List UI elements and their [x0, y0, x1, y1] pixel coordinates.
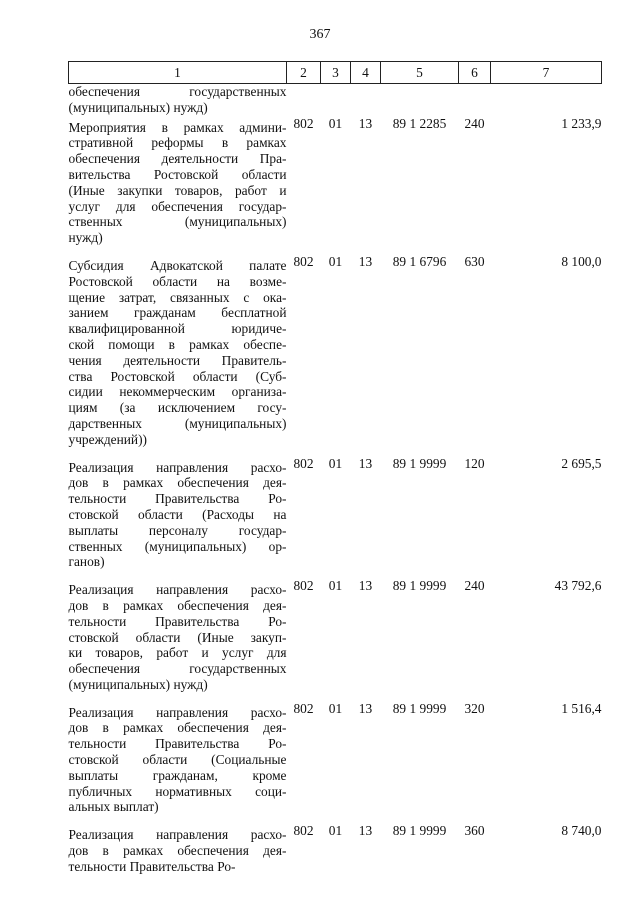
subsection-code: 13 — [358, 578, 373, 594]
ministry-code: 802 — [293, 823, 314, 839]
expense-type-code: 360 — [464, 823, 485, 839]
description-line: стовской области (Иные закуп- — [68, 629, 287, 645]
description-line: занием гражданам бесплатной — [68, 305, 287, 321]
description-line: циям (за исключением госу- — [68, 400, 287, 416]
row-description — [69, 254, 287, 456]
table-row — [69, 116, 602, 254]
description-line: сидии некоммерческим организа- — [68, 384, 287, 400]
section-code: 01 — [328, 455, 343, 471]
description-line: щение затрат, связанных с ока- — [68, 289, 287, 305]
row-description — [69, 456, 287, 579]
ministry-code: 802 — [293, 115, 314, 131]
table-row — [69, 578, 602, 701]
amount-cell: 2 695,5 — [561, 455, 602, 471]
ministry-code: 802 — [293, 455, 314, 471]
description-line: Мероприятия в рамках админи- — [68, 119, 287, 135]
description-line: Субсидия Адвокатской палате — [68, 257, 287, 273]
description-line: тельности Правительства Ро- — [68, 858, 236, 874]
expense-type-code — [459, 84, 491, 116]
page-number: 367 — [309, 27, 331, 42]
row-description — [69, 823, 287, 882]
description-line: стративной реформы в рамках — [68, 135, 287, 151]
expense-type-code: 320 — [464, 700, 485, 716]
target-article-code: 89 1 6796 — [392, 253, 447, 269]
description-line: выплаты гражданам, кроме — [68, 767, 287, 783]
target-article-code: 89 1 9999 — [392, 700, 447, 716]
table-row — [69, 701, 602, 824]
description-line: Реализация направления расхо- — [68, 582, 287, 598]
description-line: ственных (муниципальных) — [68, 214, 287, 230]
ministry-code — [287, 84, 321, 116]
column-header: 7 — [491, 62, 602, 84]
description-line: обеспечения государственных — [68, 84, 287, 99]
description-line: дов в рамках обеспечения дея- — [68, 843, 287, 859]
column-header: 5 — [381, 62, 459, 84]
ministry-code: 802 — [293, 253, 314, 269]
subsection-code — [351, 84, 381, 116]
amount-cell: 1 516,4 — [561, 700, 602, 716]
subsection-code: 13 — [358, 455, 373, 471]
expense-type-code: 240 — [464, 115, 485, 131]
description-line: Реализация направления расхо- — [68, 827, 287, 843]
description-line: выплаты персоналу государ- — [68, 522, 287, 538]
row-description — [69, 578, 287, 701]
expense-type-code: 120 — [464, 455, 485, 471]
description-line: дов в рамках обеспечения дея- — [68, 475, 287, 491]
description-line: (муниципальных) нужд) — [68, 99, 208, 115]
description-line: дов в рамках обеспечения дея- — [68, 720, 287, 736]
description-line: тельности Правительства Ро- — [68, 736, 287, 752]
description-line: обеспечения деятельности Пра- — [68, 151, 287, 167]
section-code: 01 — [328, 823, 343, 839]
description-line: дарственных (муниципальных) — [68, 415, 287, 431]
column-header: 4 — [351, 62, 381, 84]
table-row — [69, 456, 602, 579]
row-description — [69, 116, 287, 254]
column-header: 2 — [287, 62, 321, 84]
target-article-code: 89 1 2285 — [392, 115, 447, 131]
section-code: 01 — [328, 115, 343, 131]
column-header: 6 — [459, 62, 491, 84]
description-line: ской помощи в рамках обеспе- — [68, 336, 287, 352]
row-description — [69, 84, 287, 116]
description-line: Ростовской области на возме- — [68, 273, 287, 289]
column-header: 3 — [321, 62, 351, 84]
expense-type-code: 240 — [464, 578, 485, 594]
expense-type-code: 630 — [464, 253, 485, 269]
description-line: стовской области (Расходы на — [68, 506, 287, 522]
target-article-code: 89 1 9999 — [392, 578, 447, 594]
row-description — [69, 701, 287, 824]
description-line: публичных нормативных соци- — [68, 783, 287, 799]
description-line: дов в рамках обеспечения дея- — [68, 597, 287, 613]
description-line: ки товаров, работ и услуг для — [68, 645, 287, 661]
subsection-code: 13 — [358, 115, 373, 131]
target-article-code: 89 1 9999 — [392, 455, 447, 471]
section-code: 01 — [328, 578, 343, 594]
description-line: ства Ростовской области (Суб- — [68, 368, 287, 384]
amount-cell: 1 233,9 — [561, 115, 602, 131]
description-line: тельности Правительства Ро- — [68, 613, 287, 629]
amount-cell: 43 792,6 — [554, 578, 602, 594]
description-line: альных выплат) — [68, 799, 159, 815]
description-line: ганов) — [68, 554, 105, 570]
amount-cell — [491, 84, 602, 116]
description-line: ственных (муниципальных) ор- — [68, 538, 287, 554]
ministry-code: 802 — [293, 578, 314, 594]
amount-cell: 8 740,0 — [561, 823, 602, 839]
table-row — [69, 254, 602, 456]
description-line: услуг для обеспечения государ- — [68, 198, 287, 214]
target-article-code: 89 1 9999 — [392, 823, 447, 839]
ministry-code: 802 — [293, 700, 314, 716]
description-line: нужд) — [68, 230, 103, 246]
subsection-code: 13 — [358, 253, 373, 269]
table-header — [69, 62, 602, 84]
table-body — [69, 84, 602, 883]
description-line: Реализация направления расхо- — [68, 459, 287, 475]
description-line: (муниципальных) нужд) — [68, 676, 208, 692]
column-header: 1 — [69, 62, 287, 84]
description-line: стовской области (Социальные — [68, 752, 287, 768]
table-row — [69, 84, 602, 116]
table-row — [69, 823, 602, 882]
amount-cell: 8 100,0 — [561, 253, 602, 269]
description-line: квалифицированной юридиче- — [68, 321, 287, 337]
budget-table — [68, 61, 602, 883]
description-line: (Иные закупки товаров, работ и — [68, 182, 287, 198]
description-line: учреждений)) — [68, 431, 147, 447]
description-line: обеспечения государственных — [68, 661, 287, 677]
description-line: тельности Правительства Ро- — [68, 491, 287, 507]
subsection-code: 13 — [358, 823, 373, 839]
description-line: Реализация направления расхо- — [68, 704, 287, 720]
description-line: вительства Ростовской области — [68, 166, 287, 182]
section-code: 01 — [328, 253, 343, 269]
target-article-code — [381, 84, 459, 116]
section-code — [321, 84, 351, 116]
subsection-code: 13 — [358, 700, 373, 716]
description-line: чения деятельности Правитель- — [68, 352, 287, 368]
section-code: 01 — [328, 700, 343, 716]
